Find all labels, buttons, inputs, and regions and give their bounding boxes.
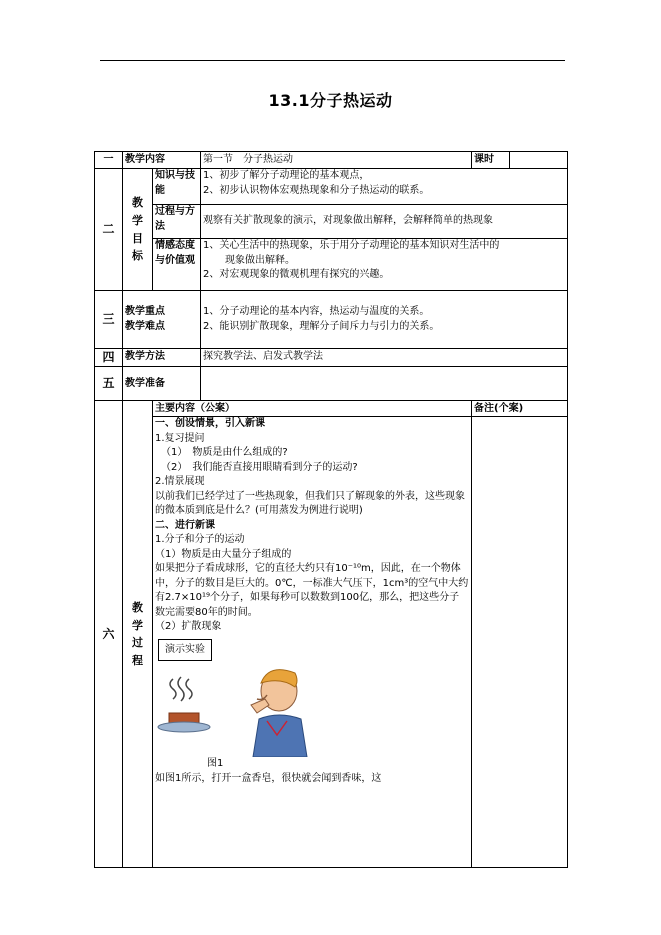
teaching-preparation-content [201,367,568,401]
lesson-plan-table [94,151,568,868]
person-smelling-icon [251,670,307,757]
question-1: （1） 物质是由什么组成的? [161,447,288,459]
row-num-5: 五 [95,367,123,401]
teaching-process-label: 教 学 过 程 [123,401,153,868]
figure-caption: 图1 [207,758,224,770]
page-title: 13.1分子热运动 [268,91,393,110]
figure-description: 如图1所示，打开一盒香皂，很快就会闻到香味，这 [155,772,382,784]
teaching-method-label: 教学方法 [123,349,201,367]
review-title: 1.复习提问 [155,432,205,444]
teaching-method-content: 探究教学法、启发式教学法 [201,349,568,367]
row-num-1: 一 [95,152,123,169]
key-difficult-points-content: 1、分子动理论的基本内容，热运动与温度的关系。 2、能识别扩散现象，理解分子间斥力与引力的关系。 [201,291,568,349]
row-num-3: 三 [95,291,123,349]
main-content-body [153,417,472,868]
notes-body [472,417,568,868]
subsection-diffusion: （2）扩散现象 [155,621,222,633]
section-title-new: 二、进行新课 [155,519,215,531]
goal-process-label: 过程与方法 [153,205,201,239]
row-num-4: 四 [95,349,123,367]
notes-header: 备注(个案) [472,401,568,417]
main-content-header: 主要内容（公案） [153,401,472,417]
scene-title: 2.情景展现 [155,476,205,488]
key-difficult-points-label: 教学重点 教学难点 [123,291,201,349]
teaching-preparation-label: 教学准备 [123,367,201,401]
goal-attitude-content: 1、关心生活中的热现象，乐于用分子动理论的基本知识对生活中的 现象做出解释。 2、对宏观现象的微观机理有探究的兴趣。 [201,239,568,291]
goal-process-content: 观察有关扩散现象的演示，对现象做出解释，会解释简单的热现象 [201,205,568,239]
question-2: （2） 我们能否直接用眼睛看到分子的运动? [161,461,358,473]
row-num-6: 六 [95,401,123,868]
goal-knowledge-label: 知识与技能 [153,169,201,205]
figure-1 [155,665,469,757]
teaching-content-value: 第一节 分子热运动 [201,152,472,169]
scene-text: 以前我们已经学过了一些热现象，但我们只了解现象的外表，这些现象的微本质到底是什么？(可用蒸发为例进行说明) [155,490,465,517]
lesson-hours-label: 课时 [472,152,510,169]
soap-dish-icon [158,677,210,732]
soap-and-person-illustration [155,665,385,757]
demo-experiment-label: 演示实验 [158,639,212,662]
molecule-paragraph: 如果把分子看成球形，它的直径大约只有10⁻¹⁰m，因此，在一个物体中，分子的数目是巨大的。0℃，一标准大气压下，1cm³的空气中大约有2.7×10¹⁹个分子，如果每秒可以数数到100亿，那么，把这些分子数完需要80年的时间。 [155,563,469,618]
top-rule [100,60,565,61]
section-title-intro: 一、创设情景，引入新课 [155,418,265,430]
teaching-content-label: 教学内容 [123,152,201,169]
goal-knowledge-content: 1、初步了解分子动理论的基本观点， 2、初步认识物体宏观热现象和分子热运动的联系。 [201,169,568,205]
goal-attitude-label: 情感态度与价值观 [153,239,201,291]
row-num-2: 二 [95,169,123,291]
subsection-matter-composed: （1）物质是由大量分子组成的 [155,548,292,560]
lesson-hours-value [510,152,568,169]
teaching-goals-label: 教 学 目 标 [123,169,153,291]
subsection-molecules: 1.分子和分子的运动 [155,534,245,546]
